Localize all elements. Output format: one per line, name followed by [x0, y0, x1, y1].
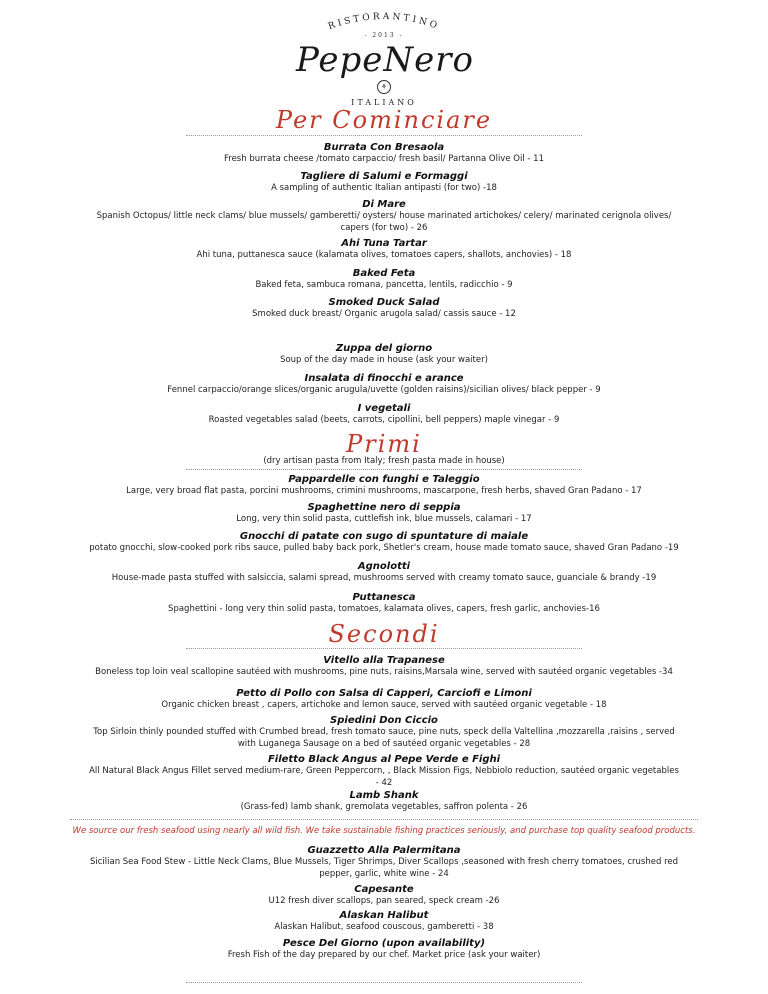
item-name: Di Mare: [362, 199, 406, 210]
item-name: I vegetali: [357, 403, 411, 414]
item-name: Zuppa del giorno: [335, 343, 433, 354]
item-description-cont: - 42: [375, 778, 393, 788]
menu-item: [0, 688, 768, 711]
menu-item: [0, 373, 768, 396]
menu-item: [0, 343, 768, 366]
item-description: Spaghettini - long very thin solid pasta, tomatoes, kalamata olives, capers, fresh garlic, anchovies-16: [168, 604, 600, 614]
item-name: Gnocchi di patate con sugo di spuntature di maiale: [239, 531, 529, 542]
menu-item: [0, 845, 768, 880]
logo-brand-name: PepeNero: [296, 40, 474, 80]
item-name: Agnolotti: [357, 561, 411, 572]
item-description: Spanish Octopus/ little neck clams/ blue mussels/ gamberetti/ oysters/ house marinated artichokes/ celery/ marinated cerignola olives/: [96, 211, 672, 221]
item-name: Ahi Tuna Tartar: [341, 238, 427, 249]
menu-item: [0, 199, 768, 234]
divider: [186, 469, 582, 470]
item-description: potato gnocchi, slow-cooked pork ribs sauce, pulled baby back pork, Shetler's cream, house made tomato sauce, shaved Gran Padano -19: [89, 543, 679, 553]
menu-item: [0, 910, 768, 933]
divider: [186, 982, 582, 983]
section-subtitle-primi: [0, 455, 768, 467]
menu-item: [0, 655, 768, 678]
item-description-cont: capers (for two) - 26: [340, 223, 428, 233]
menu-item: [0, 474, 768, 497]
menu-item: [0, 531, 768, 554]
item-description-cont: with Luganega Sausage on a bed of sautéed organic vegetables - 28: [237, 739, 531, 749]
item-description: Long, very thin solid pasta, cuttlefish ink, blue mussels, calamari - 17: [236, 514, 532, 524]
primi-subtitle: (dry artisan pasta from Italy; fresh pasta made in house): [263, 456, 505, 466]
item-name: Pappardelle con funghi e Taleggio: [288, 474, 480, 485]
item-name: Lamb Shank: [349, 790, 419, 801]
item-name: Tagliere di Salumi e Formaggi: [300, 171, 468, 182]
seafood-sourcing-note: We source our fresh seafood using nearly all wild fish. We take sustainable fishing practices seriously, and purchase top quality seafood products.: [72, 826, 696, 836]
item-name: Alaskan Halibut: [339, 910, 429, 921]
item-description: Boneless top loin veal scallopine sautéed with mushrooms, pine nuts, raisins,Marsala wine, served with sautéed organic vegetables -34: [95, 667, 673, 677]
menu-item: [0, 502, 768, 525]
menu-item: [0, 403, 768, 426]
item-description: Soup of the day made in house (ask your waiter): [280, 355, 488, 365]
pepper-emblem-icon: ⚘: [377, 80, 391, 94]
item-description: Fresh burrata cheese /tomato carpaccio/ fresh basil/ Partanna Olive Oil - 11: [224, 154, 544, 164]
item-name: Baked Feta: [352, 268, 416, 279]
item-description: (Grass-fed) lamb shank, gremolata vegetables, saffron polenta - 26: [240, 802, 528, 812]
item-description: House-made pasta stuffed with salsiccia, salami spread, mushrooms served with creamy tomato sauce, guanciale & brandy -19: [111, 573, 657, 583]
menu-item: [0, 238, 768, 261]
item-description: Organic chicken breast , capers, artichoke and lemon sauce, served with sautéed organic vegetable - 18: [161, 700, 607, 710]
item-description: Fennel carpaccio/orange slices/organic arugula/uvette (golden raisins)/sicilian olives/ black pepper - 9: [167, 385, 601, 395]
item-description: Sicilian Sea Food Stew - Little Neck Clams, Blue Mussels, Tiger Shrimps, Diver Scallops ,seasoned with fresh cherry tomatoes, crushed red: [89, 857, 679, 867]
item-description: All Natural Black Angus Fillet served medium-rare, Green Peppercorn, , Black Mission Figs, Nebbiolo reduction, sautéed organic vegetables: [89, 766, 679, 776]
item-description: Baked feta, sambuca romana, pancetta, lentils, radicchio - 9: [255, 280, 513, 290]
item-description-cont: pepper, garlic, white wine - 24: [319, 869, 449, 879]
item-name: Burrata Con Bresaola: [323, 142, 445, 153]
menu-item: [0, 790, 768, 813]
item-name: Guazzetto Alla Palermitana: [307, 845, 461, 856]
menu-item: [0, 561, 768, 584]
item-name: Spiedini Don Ciccio: [330, 715, 438, 726]
menu-item: [0, 297, 768, 320]
logo-established: - 2013 -: [364, 32, 404, 39]
divider: [186, 135, 582, 136]
divider: [186, 648, 582, 649]
menu-item: [0, 171, 768, 194]
section-title-starters: Per Cominciare: [275, 106, 493, 134]
menu-item: [0, 592, 768, 615]
section-title-primi: Primi: [346, 430, 422, 458]
item-description: Roasted vegetables salad (beets, carrots, cipollini, bell peppers) maple vinegar - 9: [208, 415, 560, 425]
item-description: U12 fresh diver scallops, pan seared, speck cream -26: [268, 896, 500, 906]
logo-bottom-text: ITALIANO: [351, 98, 417, 107]
item-name: Smoked Duck Salad: [328, 297, 440, 308]
item-name: Filetto Black Angus al Pepe Verde e Fighi: [267, 754, 501, 765]
item-name: Pesce Del Giorno (upon availability): [282, 938, 486, 949]
menu-item: [0, 754, 768, 789]
menu-item: [0, 268, 768, 291]
item-name: Spaghettine nero di seppia: [307, 502, 461, 513]
section-title-secondi: Secondi: [328, 620, 440, 648]
item-description: Ahi tuna, puttanesca sauce (kalamata olives, tomatoes capers, shallots, anchovies) - 18: [196, 250, 572, 260]
item-name: Insalata di finocchi e arance: [304, 373, 464, 384]
divider: [70, 819, 698, 820]
menu-item: [0, 938, 768, 961]
item-name: Petto di Pollo con Salsa di Capperi, Carciofi e Limoni: [236, 688, 532, 699]
menu-item: [0, 715, 768, 750]
item-description: Smoked duck breast/ Organic arugola salad/ cassis sauce - 12: [252, 309, 516, 319]
item-name: Vitello alla Trapanese: [323, 655, 445, 666]
menu-item: [0, 142, 768, 165]
item-description: A sampling of authentic Italian antipasti (for two) -18: [271, 183, 497, 193]
item-description: Large, very broad flat pasta, porcini mushrooms, crimini mushrooms, mascarpone, fresh herbs, shaved Gran Padano - 17: [126, 486, 642, 496]
item-description: Fresh Fish of the day prepared by our chef. Market price (ask your waiter): [227, 950, 541, 960]
item-name: Capesante: [354, 884, 414, 895]
item-description: Alaskan Halibut, seafood couscous, gamberetti - 38: [274, 922, 494, 932]
item-description: Top Sirloin thinly pounded stuffed with Crumbed bread, fresh tomato sauce, pine nuts, speck della Valtellina ,mozzarella ,raisins , served: [93, 727, 675, 737]
logo-top-text: RISTORANTINO: [326, 11, 442, 33]
menu-item: [0, 884, 768, 907]
item-name: Puttanesca: [352, 592, 416, 603]
